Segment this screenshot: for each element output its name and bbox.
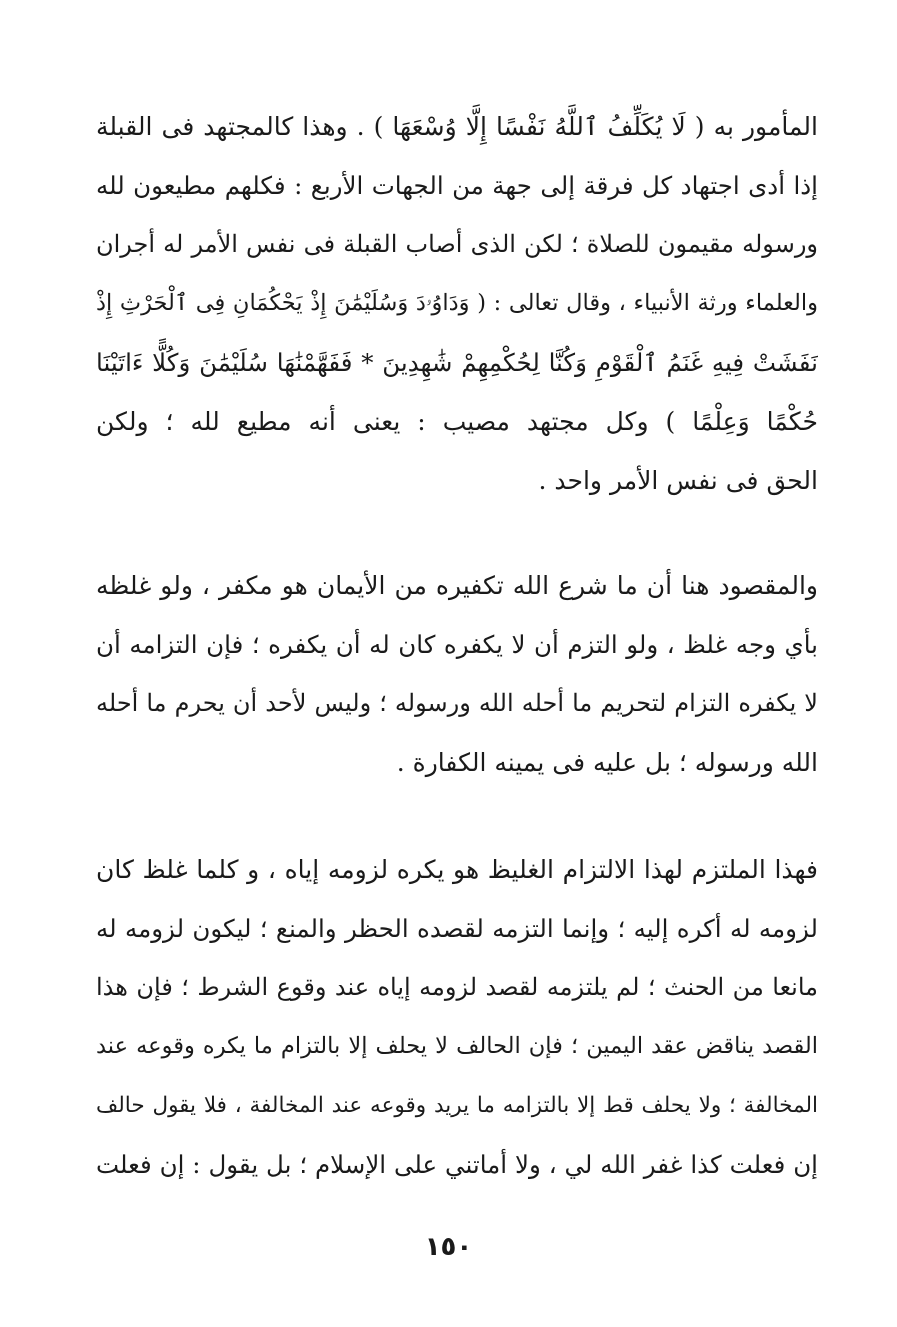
text-line: ورسوله مقيمون للصلاة ؛ لكن الذى أصاب القبلة فى نفس الأمر له أجران — [96, 230, 818, 258]
text-line: القصد يناقض عقد اليمين ؛ فإن الحالف لا يحلف إلا بالتزام ما يكره وقوعه عند — [96, 1033, 818, 1059]
text-line: المأمور به ( لَا يُكَلِّفُ ٱللَّهُ نَفْسًا إِلَّا وُسْعَهَا ) . وهذا كالمجتهد فى القبلة — [96, 112, 818, 141]
paragraph-3 — [96, 840, 818, 1194]
text-line: لا يكفره التزام لتحريم ما أحله الله ورسوله ؛ وليس لأحد أن يحرم ما أحله — [96, 689, 818, 717]
text-line: بأي وجه غلظ ، ولو التزم أن لا يكفره كان له أن يكفره ؛ فإن التزامه أن — [96, 630, 818, 659]
text-line: فهذا الملتزم لهذا الالتزام الغليظ هو يكره لزومه إياه ، و كلما غلظ كان — [96, 855, 818, 884]
text-line: حُكْمًا وَعِلْمًا ) وكل مجتهد مصيب : يعنى أنه مطيع لله ؛ ولكن — [96, 407, 818, 436]
text-line: والمقصود هنا أن ما شرع الله تكفيره من الأيمان هو مكفر ، ولو غلظه — [96, 571, 818, 600]
text-line: الحق فى نفس الأمر واحد . — [538, 466, 818, 495]
text-line: والعلماء ورثة الأنبياء ، وقال تعالى : ( وَدَاوُۥدَ وَسُلَيْمَٰنَ إِذْ يَحْكُمَانِ فِى ٱلْحَرْثِ إِذْ — [96, 290, 818, 316]
text-line: المخالفة ؛ ولا يحلف قط إلا بالتزامه ما يريد وقوعه عند المخالفة ، فلا يقول حالف — [96, 1093, 818, 1118]
text-line: لزومه له أكره إليه ؛ وإنما التزمه لقصده الحظر والمنع ؛ ليكون لزومه له — [96, 914, 818, 943]
text-line: نَفَشَتْ فِيهِ غَنَمُ ٱلْقَوْمِ وَكُنَّا لِحُكْمِهِمْ شَٰهِدِينَ * فَفَهَّمْنَٰهَا سُلَيْمَٰنَ وَكُلًّا ءَاتَيْنَا — [96, 348, 818, 377]
text-line: مانعا من الحنث ؛ لم يلتزمه لقصد لزومه إياه عند وقوع الشرط ؛ فإن هذا — [96, 973, 818, 1001]
text-line: الله ورسوله ؛ بل عليه فى يمينه الكفارة . — [396, 748, 818, 777]
text-line: إن فعلت كذا غفر الله لي ، ولا أماتني على الإسلام ؛ بل يقول : إن فعلت — [96, 1150, 818, 1179]
text-line: إذا أدى اجتهاد كل فرقة إلى جهة من الجهات الأربع : فكلهم مطيعون لله — [96, 171, 818, 200]
paragraph-1 — [96, 97, 818, 510]
page-number: ١٥٠ — [424, 1232, 473, 1262]
paragraph-2 — [96, 556, 818, 792]
